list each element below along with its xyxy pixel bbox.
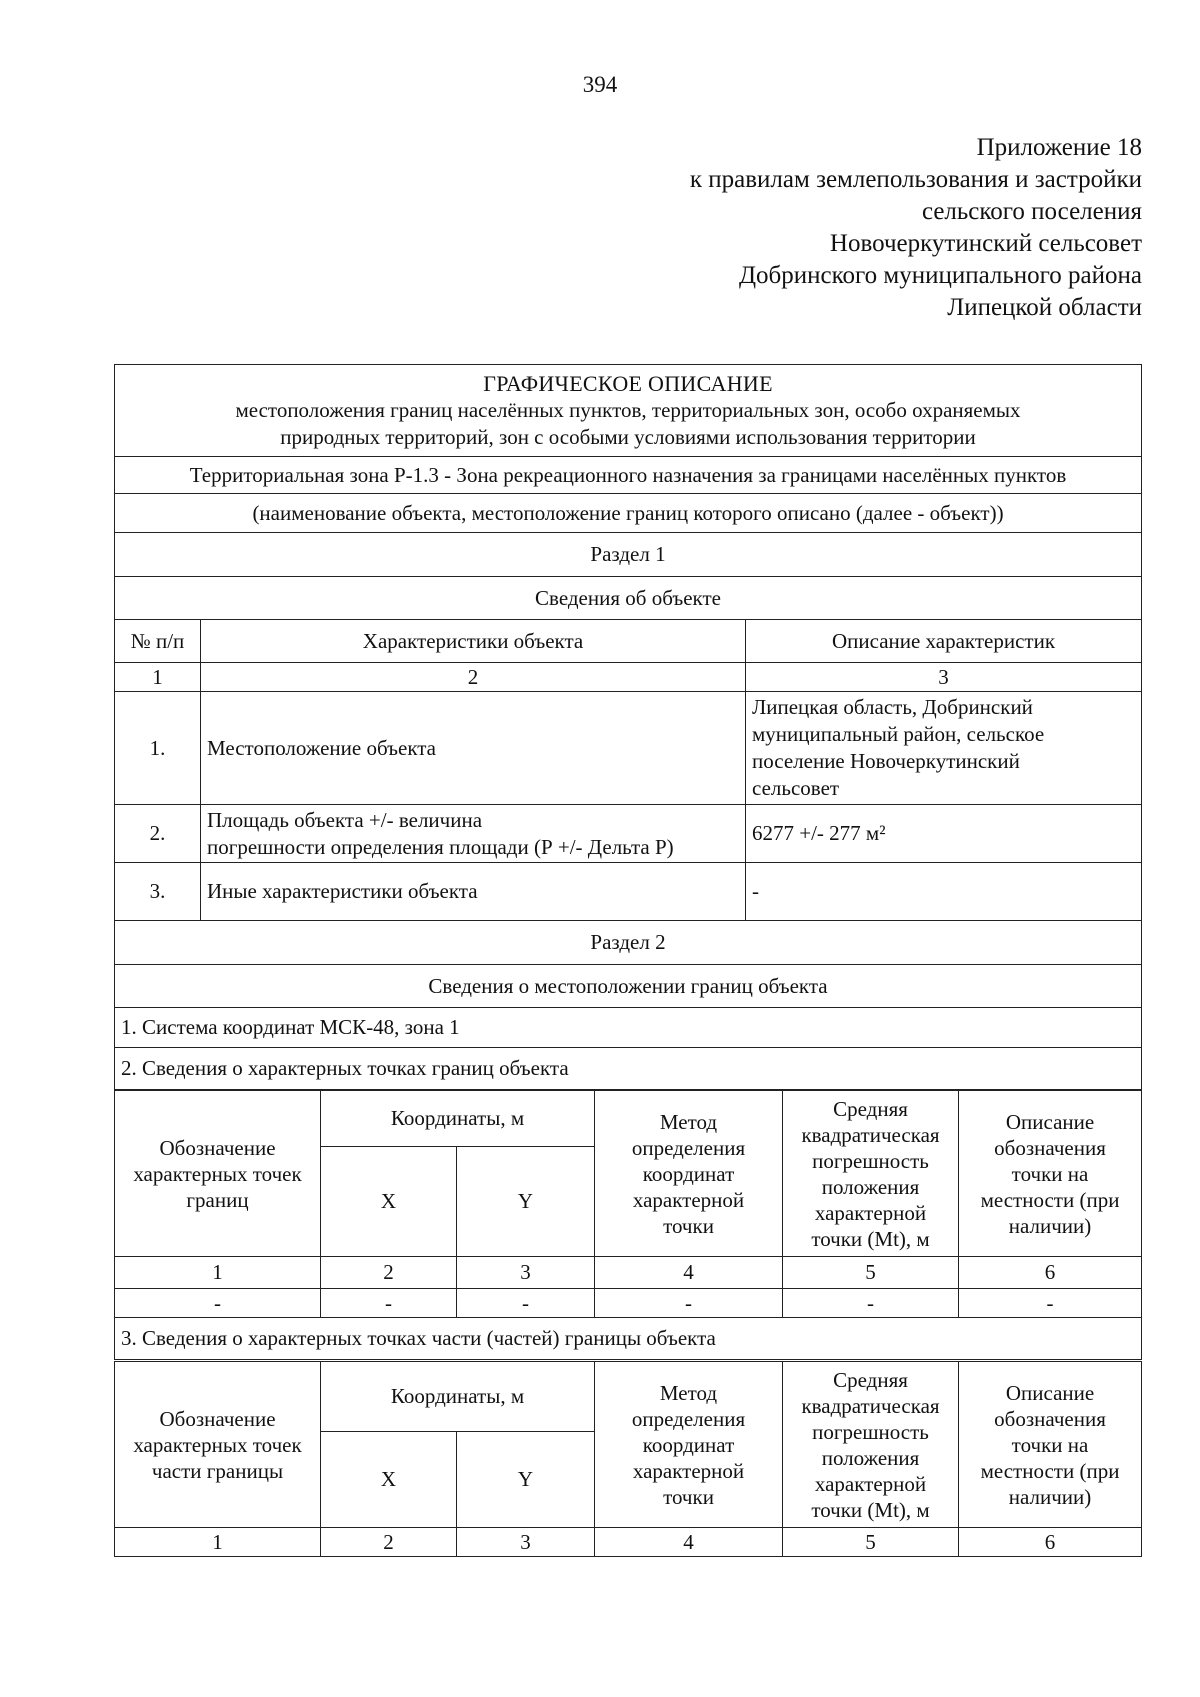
header-line: местности (при — [980, 1187, 1120, 1212]
column-number: 6 — [959, 1257, 1142, 1289]
header-line: Метод — [659, 1380, 718, 1405]
header-line: характерных точек — [133, 1161, 302, 1186]
table-cell: - — [321, 1289, 457, 1318]
header-line: квадратическая — [801, 1122, 940, 1147]
header-line: части границы — [151, 1458, 284, 1483]
header-coordinates: Координаты, м — [321, 1362, 595, 1432]
points-section-title: 2. Сведения о характерных точках границ объекта — [115, 1048, 1142, 1090]
column-number: 2 — [321, 1257, 457, 1289]
row-number: 2. — [115, 805, 201, 863]
column-header-description: Описание характеристик — [746, 620, 1142, 663]
row-description: 6277 +/- 277 м² — [746, 805, 1142, 863]
header-line: точки — [663, 1484, 714, 1509]
header-line: Средняя — [833, 1096, 908, 1121]
table-cell: - — [783, 1289, 959, 1318]
document-subtitle-line: местоположения границ населённых пунктов, территориальных зон, особо охраняемых — [235, 398, 1021, 422]
header-line: точки на — [1011, 1432, 1089, 1457]
boundary-points-table — [114, 1090, 1142, 1360]
graphic-description-table — [114, 364, 1142, 1090]
header-accuracy — [783, 1362, 959, 1528]
table-row — [115, 1289, 1142, 1318]
column-number: 4 — [595, 1257, 783, 1289]
table-row — [115, 863, 1142, 921]
header-line: определения — [631, 1406, 746, 1431]
header-designation — [115, 1091, 321, 1257]
section1-subtitle: Сведения об объекте — [115, 577, 1142, 620]
table-cell: - — [595, 1289, 783, 1318]
appendix-caption — [690, 132, 1142, 324]
page-number: 394 — [582, 72, 618, 97]
header-accuracy — [783, 1091, 959, 1257]
column-number: 1 — [115, 663, 201, 692]
header-line: координат — [642, 1432, 735, 1457]
section2-subtitle: Сведения о местоположении границ объекта — [115, 965, 1142, 1008]
header-line: положения — [821, 1174, 920, 1199]
object-note: (наименование объекта, местоположение границ которого описано (далее - объект)) — [115, 494, 1142, 533]
header-line: местности (при — [980, 1458, 1120, 1483]
characteristic-line: Площадь объекта +/- величина — [207, 807, 483, 832]
row-description — [746, 692, 1142, 805]
header-line: Обозначение — [159, 1406, 276, 1431]
row-characteristic: Местоположение объекта — [201, 692, 746, 805]
column-header-characteristic: Характеристики объекта — [201, 620, 746, 663]
appendix-line: к правилам землепользования и застройки — [689, 166, 1142, 193]
column-number: 3 — [746, 663, 1142, 692]
header-designation — [115, 1362, 321, 1528]
row-description: - — [746, 863, 1142, 921]
header-line: положения — [821, 1445, 920, 1470]
part-points-section-title: 3. Сведения о характерных точках части (частей) границы объекта — [115, 1318, 1142, 1360]
header-method — [595, 1091, 783, 1257]
characteristic-line: погрешности определения площади (Р +/- Дельта Р) — [207, 834, 674, 859]
header-line: Средняя — [833, 1367, 908, 1392]
header-line: характерной — [814, 1200, 927, 1225]
column-number: 2 — [321, 1528, 457, 1557]
document-title: ГРАФИЧЕСКОЕ ОПИСАНИЕ — [483, 371, 773, 396]
column-number: 1 — [115, 1257, 321, 1289]
table-row — [115, 805, 1142, 863]
column-number: 4 — [595, 1528, 783, 1557]
header-line: точки — [663, 1213, 714, 1238]
header-y: Y — [457, 1432, 595, 1528]
row-number: 1. — [115, 692, 201, 805]
header-line: обозначения — [994, 1406, 1106, 1431]
header-y: Y — [457, 1147, 595, 1257]
document-subtitle-line: природных территорий, зон с особыми условиями использования территории — [280, 425, 976, 449]
header-line: координат — [642, 1161, 735, 1186]
row-characteristic — [201, 805, 746, 863]
column-number: 1 — [115, 1528, 321, 1557]
header-x: X — [321, 1147, 457, 1257]
header-line: обозначения — [994, 1135, 1106, 1160]
header-line: квадратическая — [801, 1393, 940, 1418]
appendix-line: Приложение 18 — [976, 134, 1142, 161]
header-line: характерных точек — [133, 1432, 302, 1457]
header-line: Метод — [659, 1109, 718, 1134]
description-line: поселение Новочеркутинский — [752, 749, 1020, 773]
part-boundary-points-table — [114, 1361, 1142, 1557]
header-coordinates: Координаты, м — [321, 1091, 595, 1147]
header-line: точки (Mt), м — [811, 1497, 930, 1522]
document-header — [115, 365, 1142, 457]
description-line: муниципальный район, сельское — [752, 722, 1045, 746]
table-cell: - — [959, 1289, 1142, 1318]
appendix-line: Добринского муниципального района — [738, 262, 1142, 289]
column-number: 6 — [959, 1528, 1142, 1557]
header-line: характерной — [632, 1458, 745, 1483]
appendix-line: Новочеркутинский сельсовет — [829, 230, 1142, 257]
row-characteristic: Иные характеристики объекта — [201, 863, 746, 921]
header-line: Описание — [1005, 1109, 1095, 1134]
table-cell: - — [457, 1289, 595, 1318]
header-line: точки (Mt), м — [811, 1226, 930, 1251]
object-name: Территориальная зона Р-1.3 - Зона рекреационного назначения за границами населённых пунктов — [115, 457, 1142, 494]
header-point-description — [959, 1091, 1142, 1257]
header-line: погрешность — [812, 1148, 929, 1173]
column-header-num: № п/п — [115, 620, 201, 663]
header-x: X — [321, 1432, 457, 1528]
coordinate-system: 1. Система координат МСК-48, зона 1 — [115, 1008, 1142, 1048]
header-line: определения — [631, 1135, 746, 1160]
column-number: 3 — [457, 1257, 595, 1289]
header-method — [595, 1362, 783, 1528]
header-line: Обозначение — [159, 1135, 276, 1160]
header-line: Описание — [1005, 1380, 1095, 1405]
header-line: погрешность — [812, 1419, 929, 1444]
column-number: 5 — [783, 1257, 959, 1289]
section1-title: Раздел 1 — [115, 533, 1142, 577]
header-line: точки на — [1011, 1161, 1089, 1186]
header-line: характерной — [632, 1187, 745, 1212]
appendix-line: Липецкой области — [947, 294, 1142, 321]
description-line: сельсовет — [752, 776, 840, 800]
header-point-description — [959, 1362, 1142, 1528]
header-line: характерной — [814, 1471, 927, 1496]
table-cell: - — [115, 1289, 321, 1318]
column-number: 2 — [201, 663, 746, 692]
header-line: границ — [186, 1187, 249, 1212]
description-line: Липецкая область, Добринский — [752, 695, 1033, 719]
header-line: наличии) — [1008, 1213, 1092, 1238]
column-number: 5 — [783, 1528, 959, 1557]
appendix-line: сельского поселения — [921, 198, 1142, 225]
column-number: 3 — [457, 1528, 595, 1557]
header-line: наличии) — [1008, 1484, 1092, 1509]
section2-title: Раздел 2 — [115, 921, 1142, 965]
row-number: 3. — [115, 863, 201, 921]
table-row — [115, 692, 1142, 805]
